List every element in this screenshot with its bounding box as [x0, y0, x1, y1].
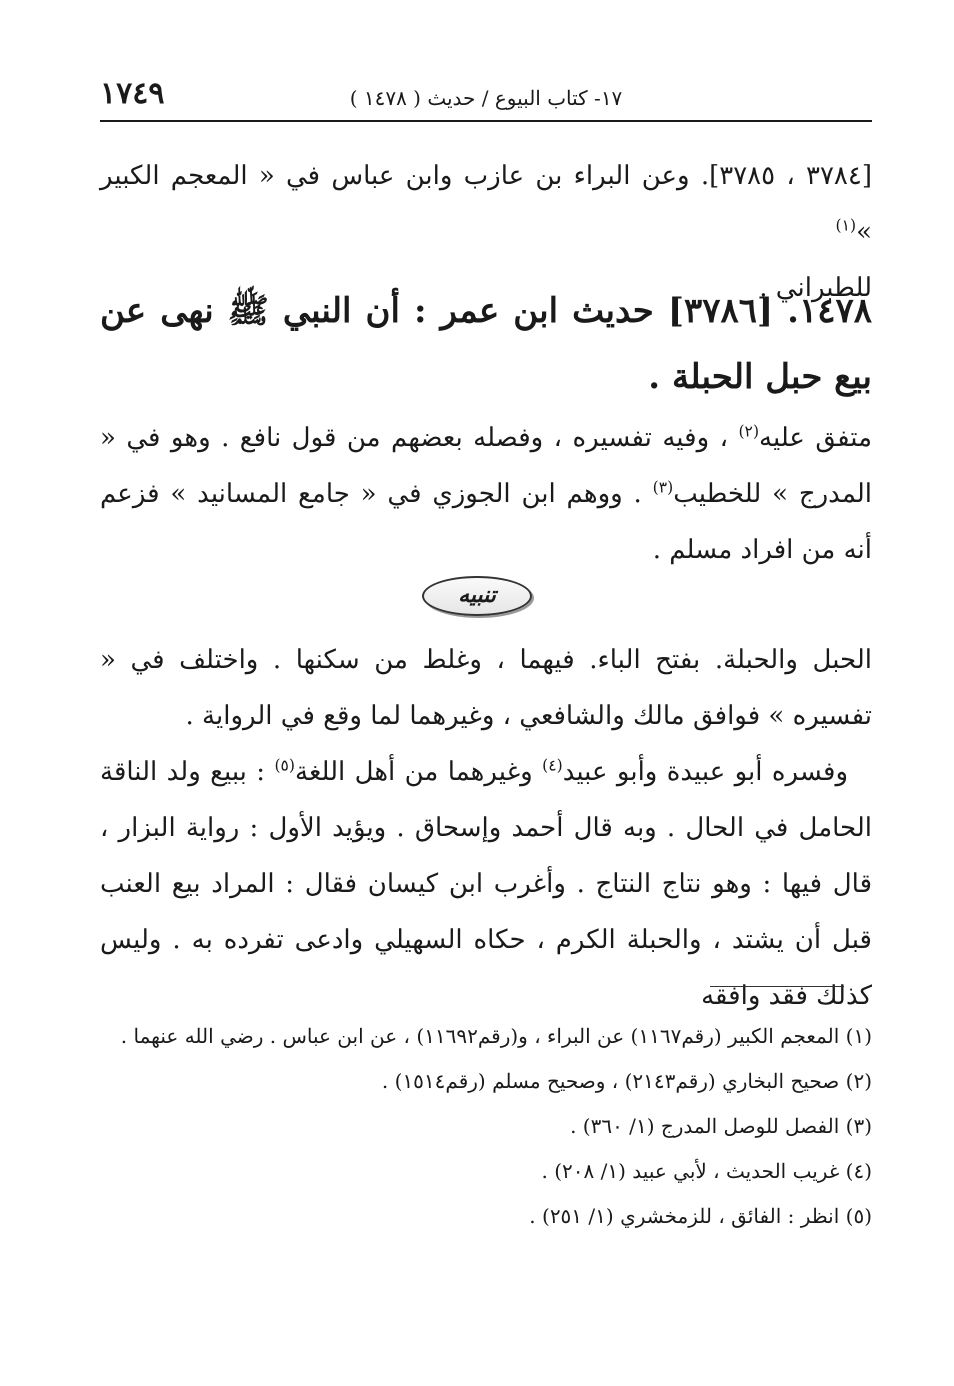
footnote-ref: (٤): [542, 756, 563, 775]
footnote-ref: (٣): [652, 478, 674, 497]
footnote: (٤) غريب الحديث ، لأبي عبيد (١/ ٢٠٨) .: [541, 1159, 872, 1183]
hadith-heading: ١٤٧٨. [٣٧٨٦] حديث ابن عمر : أن النبي ﷺ نهى عن بيع حبل الحبلة .: [100, 291, 873, 397]
paragraph-text: وفسره أبو عبيدة وأبو عبيد: [562, 757, 848, 787]
page-number: ١٧٤٩: [100, 76, 165, 111]
paragraph-text: : ببيع ولد الناقة الحامل في الحال . وبه قال أحمد وإسحاق . ويؤيد الأول : رواية البزار ، قال فيها : وهو نتاج النتاج . وأغرب ابن كيسان فقال : المراد بيع العنب قبل أن يشتد ، والحبلة الكرم ، حكاه السهيلي وادعى تفرده به . وليس كذلك فقد وافقه: [100, 757, 872, 1011]
paragraph-takhrij: [100, 410, 872, 578]
footnote: (٥) انظر : الفائق ، للزمخشري (١/ ٢٥١) .: [529, 1204, 872, 1228]
footnote: (١) المعجم الكبير (رقم١١٦٧) عن البراء ، و(رقم١١٦٩٢) ، عن ابن عباس . رضي الله عنهما .: [120, 1024, 872, 1048]
paragraph-text: . ووهم ابن الجوزي في « جامع المسانيد » فزعم أنه من افراد مسلم .: [100, 479, 872, 565]
footnote-ref: (٥): [274, 756, 296, 775]
footnote-ref: (١): [835, 216, 857, 235]
footnote-divider: [710, 986, 844, 987]
paragraph-tail: للطبراني .: [759, 273, 872, 303]
paragraph-text: وغيرهما من أهل اللغة: [295, 757, 543, 787]
footnote-ref: (٢): [738, 422, 760, 441]
paragraph-tanbih: [100, 632, 872, 1024]
paragraph-text: [٣٧٨٤ ، ٣٧٨٥]. وعن البراء بن عازب وابن عباس في « المعجم الكبير »: [100, 161, 872, 247]
tanbih-label: تنبيه: [422, 576, 532, 616]
footnote: (٣) الفصل للوصل المدرج (١/ ٣٦٠) .: [570, 1114, 872, 1138]
running-head: ١٧- كتاب البيوع / حديث ( ١٤٧٨ ): [349, 86, 623, 110]
paragraph-text: ، وفيه تفسيره ، وفصله بعضهم من قول نافع . وهو في « المدرج » للخطيب: [100, 423, 872, 509]
footnotes: [100, 1014, 872, 1239]
page-header: [100, 74, 872, 122]
tanbih-ornament: [0, 576, 954, 616]
paragraph-text: الحبل والحبلة. بفتح الباء. فيهما ، وغلط من سكنها . واختلف في « تفسيره » فوافق مالك والشافعي ، وغيرهما لما وقع في الرواية .: [100, 645, 872, 731]
footnote: (٢) صحيح البخاري (رقم٢١٤٣) ، وصحيح مسلم (رقم١٥١٤) .: [381, 1069, 872, 1093]
paragraph-text: متفق عليه: [759, 423, 873, 453]
